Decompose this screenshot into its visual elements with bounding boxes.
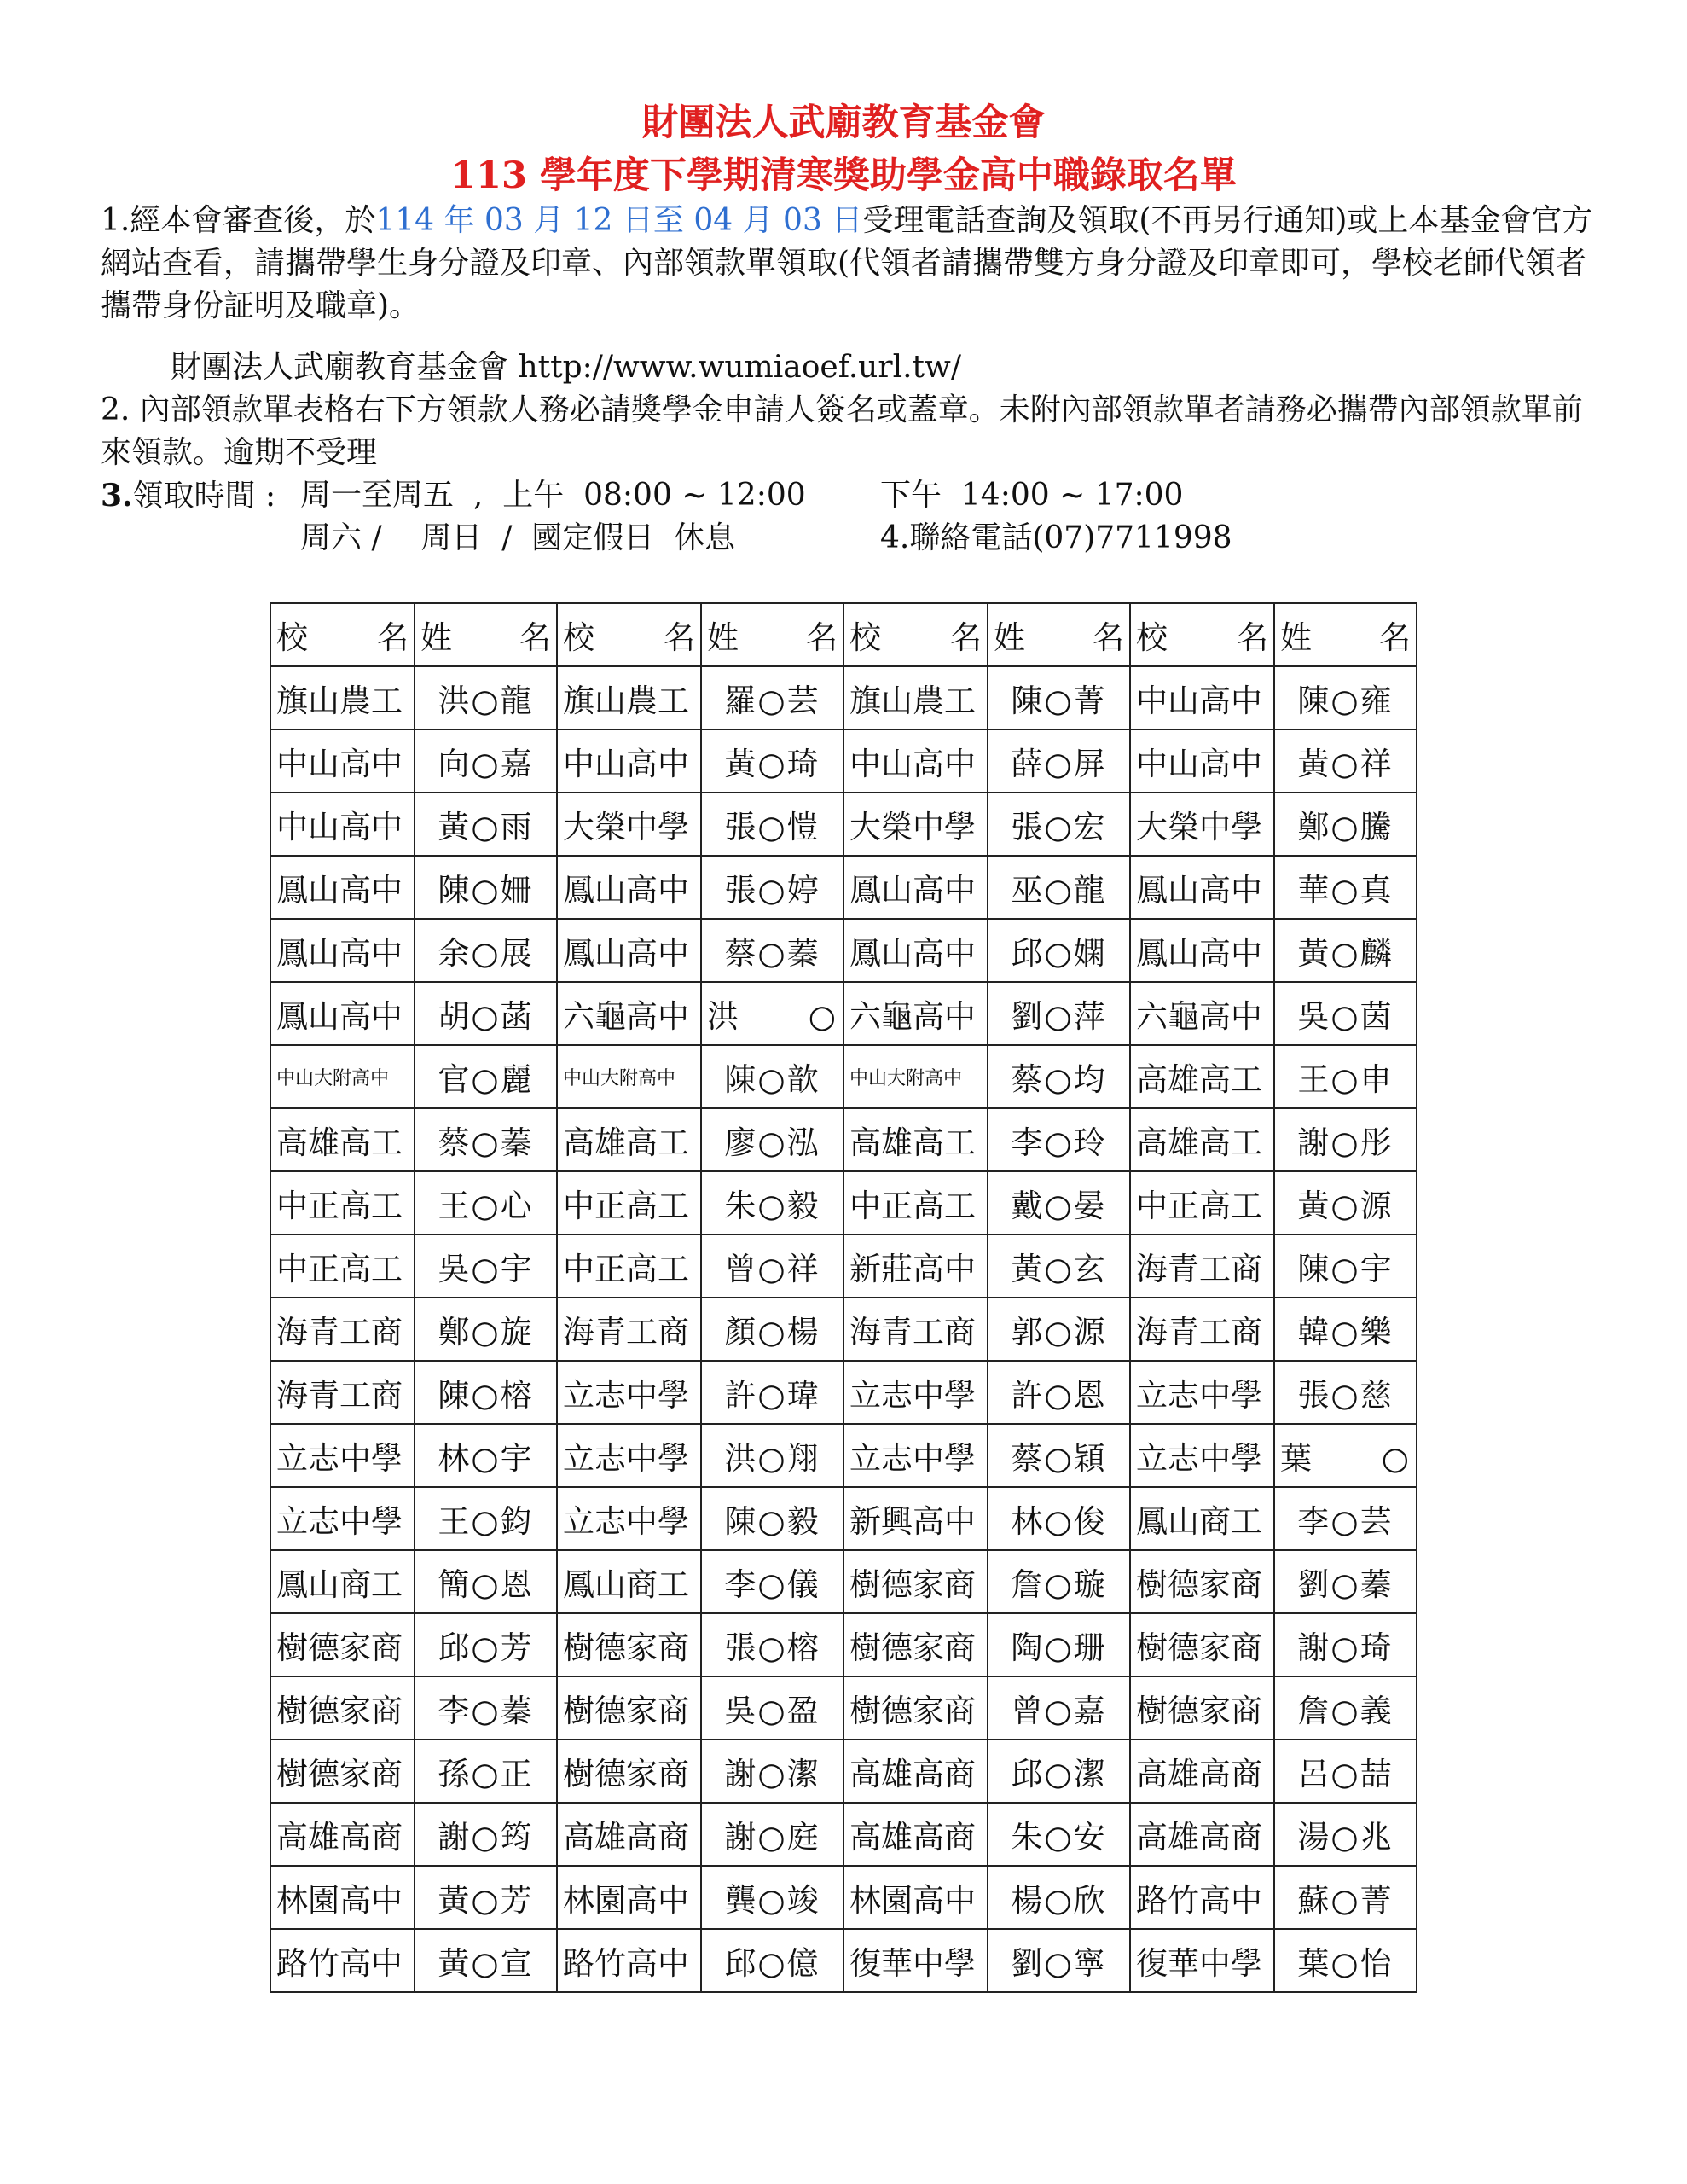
table-row [270,1866,1417,1929]
student-name-cell: 陳○毅 [701,1487,844,1550]
student-name-cell: 蘇○菁 [1274,1866,1417,1929]
student-name-cell: 謝○筠 [415,1803,557,1866]
school-cell: 海青工商 [844,1298,988,1361]
student-name-cell: 陳○雍 [1274,666,1417,729]
school-cell: 樹德家商 [844,1613,988,1676]
student-name-cell: 鄭○騰 [1274,793,1417,856]
student-name-cell: 陶○珊 [988,1613,1130,1676]
school-cell: 高雄高工 [844,1108,988,1171]
student-name-cell: 戴○晏 [988,1171,1130,1234]
school-cell: 立志中學 [557,1361,701,1424]
student-name-cell: 黃○祥 [1274,729,1417,793]
student-name-cell: 黃○麟 [1274,919,1417,982]
header-name: 姓 名 [988,603,1130,666]
claim-date-range: 114 年 03 月 12 日至 04 月 03 日 [375,203,863,238]
school-cell: 中山大附高中 [270,1045,415,1108]
school-cell: 樹德家商 [844,1550,988,1613]
afternoon-hours: 下午 14:00 ~ 17:00 [880,478,1184,513]
school-cell: 林園高中 [557,1866,701,1929]
school-cell: 立志中學 [557,1424,701,1487]
student-name-cell: 陳○菁 [988,666,1130,729]
notice-item-1-prefix: 1.經本會審查後，於 [101,203,376,238]
student-name-cell: 洪○翔 [701,1424,844,1487]
school-cell: 鳳山商工 [1130,1487,1274,1550]
student-name-cell: 曾○嘉 [988,1676,1130,1740]
school-cell: 立志中學 [557,1487,701,1550]
student-name-cell: 李○芸 [1274,1487,1417,1550]
school-cell: 鳳山高中 [270,856,415,919]
school-cell: 立志中學 [844,1361,988,1424]
school-cell: 鳳山高中 [844,856,988,919]
header-school: 校 名 [1130,603,1274,666]
school-cell: 鳳山高中 [557,856,701,919]
document-subtitle: 113 學年度下學期清寒獎助學金高中職錄取名單 [450,154,1237,197]
school-cell: 立志中學 [1130,1361,1274,1424]
student-name-cell: 胡○菡 [415,982,557,1045]
school-cell: 中山高中 [1130,729,1274,793]
student-name-cell: 林○宇 [415,1424,557,1487]
student-name-cell: 詹○義 [1274,1676,1417,1740]
school-cell: 路竹高中 [1130,1866,1274,1929]
student-name-cell: 許○瑋 [701,1361,844,1424]
student-name-cell: 邱○嫻 [988,919,1130,982]
school-cell: 高雄高商 [1130,1803,1274,1866]
school-cell: 六龜高中 [844,982,988,1045]
school-cell: 中正高工 [557,1234,701,1298]
school-cell: 高雄高工 [557,1108,701,1171]
school-cell: 中正高工 [1130,1171,1274,1234]
student-name-cell: 黃○宣 [415,1929,557,1992]
student-name-cell: 黃○雨 [415,793,557,856]
school-cell: 旗山農工 [844,666,988,729]
school-cell: 中山大附高中 [844,1045,988,1108]
website-line: 財團法人武廟教育基金會 http://www.wumiaoef.url.tw/ [171,350,961,385]
table-row [270,1108,1417,1171]
school-cell: 鳳山商工 [557,1550,701,1613]
school-cell: 高雄高工 [1130,1108,1274,1171]
student-name-cell: 謝○庭 [701,1803,844,1866]
school-cell: 復華中學 [1130,1929,1274,1992]
student-name-cell: 黃○源 [1274,1171,1417,1234]
student-name-cell: 呂○喆 [1274,1740,1417,1803]
header-school: 校 名 [844,603,988,666]
school-cell: 旗山農工 [270,666,415,729]
student-name-cell: 黃○琦 [701,729,844,793]
school-cell: 鳳山商工 [270,1550,415,1613]
school-cell: 鳳山高中 [1130,919,1274,982]
school-cell: 中山高中 [270,729,415,793]
student-name-cell: 鄭○旋 [415,1298,557,1361]
student-name-cell: 韓○樂 [1274,1298,1417,1361]
school-cell: 大榮中學 [844,793,988,856]
school-cell: 立志中學 [844,1424,988,1487]
claim-time-text: 領取時間 : [132,479,276,514]
student-name-cell: 黃○芳 [415,1866,557,1929]
table-row [270,982,1417,1045]
student-name-cell: 張○慈 [1274,1361,1417,1424]
student-name-cell: 廖○泓 [701,1108,844,1171]
weekday-hours: 周一至周五 , 上午 08:00 ~ 12:00 [300,478,806,513]
student-name-cell: 林○俊 [988,1487,1130,1550]
school-cell: 海青工商 [557,1298,701,1361]
table-row [270,666,1417,729]
school-cell: 林園高中 [270,1866,415,1929]
student-name-cell: 朱○安 [988,1803,1130,1866]
student-name-cell: 孫○正 [415,1740,557,1803]
student-name-cell: 李○蓁 [415,1676,557,1740]
student-name-cell: 官○麗 [415,1045,557,1108]
school-cell: 中山高中 [844,729,988,793]
school-cell: 樹德家商 [1130,1550,1274,1613]
school-cell: 高雄高商 [1130,1740,1274,1803]
school-cell: 鳳山高中 [270,982,415,1045]
student-name-cell: 邱○潔 [988,1740,1130,1803]
school-cell: 樹德家商 [557,1676,701,1740]
student-name-cell: 王○申 [1274,1045,1417,1108]
student-name-cell: 吳○茵 [1274,982,1417,1045]
school-cell: 樹德家商 [270,1613,415,1676]
student-name-cell: 張○榕 [701,1613,844,1676]
school-cell: 樹德家商 [1130,1613,1274,1676]
table-row [270,1171,1417,1234]
student-name-cell: 謝○彤 [1274,1108,1417,1171]
school-cell: 鳳山高中 [844,919,988,982]
student-name-cell: 葉○怡 [1274,1929,1417,1992]
school-cell: 樹德家商 [1130,1676,1274,1740]
contact-phone: 4.聯絡電話(07)7711998 [880,520,1232,555]
student-name-cell: 簡○恩 [415,1550,557,1613]
school-cell: 鳳山高中 [1130,856,1274,919]
school-cell: 復華中學 [844,1929,988,1992]
student-name-cell: 劉○萍 [988,982,1130,1045]
table-row [270,1550,1417,1613]
student-name-cell: 張○愷 [701,793,844,856]
student-name-cell: 張○婷 [701,856,844,919]
header-name: 姓 名 [1274,603,1417,666]
student-name-cell: 曾○祥 [701,1234,844,1298]
table-row [270,1424,1417,1487]
school-cell: 鳳山高中 [270,919,415,982]
student-name-cell: 邱○億 [701,1929,844,1992]
header-name: 姓 名 [701,603,844,666]
student-name-cell: 蔡○蓁 [415,1108,557,1171]
school-cell: 高雄高工 [1130,1045,1274,1108]
table-row [270,1298,1417,1361]
school-cell: 鳳山高中 [557,919,701,982]
foundation-title: 財團法人武廟教育基金會 [641,102,1046,144]
student-name-cell: 龔○竣 [701,1866,844,1929]
school-cell: 中正高工 [844,1171,988,1234]
student-name-cell: 王○心 [415,1171,557,1234]
student-name-cell: 劉○蓁 [1274,1550,1417,1613]
header-school: 校 名 [270,603,415,666]
school-cell: 林園高中 [844,1866,988,1929]
school-cell: 立志中學 [1130,1424,1274,1487]
school-cell: 樹德家商 [270,1740,415,1803]
school-cell: 新莊高中 [844,1234,988,1298]
student-name-cell: 洪 ○ [701,982,844,1045]
school-cell: 海青工商 [1130,1234,1274,1298]
school-cell: 中山高中 [557,729,701,793]
recipient-table [270,602,1417,1993]
student-name-cell: 吳○宇 [415,1234,557,1298]
table-row [270,1803,1417,1866]
claim-time-number: 3. [101,478,133,514]
school-cell: 六龜高中 [1130,982,1274,1045]
student-name-cell: 陳○宇 [1274,1234,1417,1298]
school-cell: 路竹高中 [270,1929,415,1992]
school-cell: 中山高中 [1130,666,1274,729]
school-cell: 樹德家商 [270,1676,415,1740]
school-cell: 中正高工 [270,1171,415,1234]
student-name-cell: 余○展 [415,919,557,982]
school-cell: 中山大附高中 [557,1045,701,1108]
student-name-cell: 王○鈞 [415,1487,557,1550]
student-name-cell: 李○儀 [701,1550,844,1613]
student-name-cell: 巫○龍 [988,856,1130,919]
school-cell: 旗山農工 [557,666,701,729]
school-cell: 中正高工 [557,1171,701,1234]
student-name-cell: 黃○玄 [988,1234,1130,1298]
header-school: 校 名 [557,603,701,666]
table-row [270,919,1417,982]
weekend-closed: 周六 / 周日 / 國定假日 休息 [300,520,736,555]
school-cell: 六龜高中 [557,982,701,1045]
table-row [270,1234,1417,1298]
school-cell: 高雄高商 [270,1803,415,1866]
student-name-cell: 許○恩 [988,1361,1130,1424]
school-cell: 高雄高商 [844,1803,988,1866]
student-name-cell: 華○真 [1274,856,1417,919]
school-cell: 新興高中 [844,1487,988,1550]
notice-item-1 [101,200,1602,328]
table-row [270,1487,1417,1550]
school-cell: 中山高中 [270,793,415,856]
student-name-cell: 郭○源 [988,1298,1130,1361]
student-name-cell: 葉 ○ [1274,1424,1417,1487]
school-cell: 立志中學 [270,1424,415,1487]
school-cell: 海青工商 [1130,1298,1274,1361]
table-header-row [270,603,1417,666]
table-row [270,1676,1417,1740]
school-cell: 樹德家商 [557,1740,701,1803]
table-row [270,1045,1417,1108]
school-cell: 樹德家商 [844,1676,988,1740]
table-body [270,666,1417,1992]
table-row [270,1361,1417,1424]
school-cell: 高雄高商 [557,1803,701,1866]
student-name-cell: 陳○歆 [701,1045,844,1108]
school-cell: 海青工商 [270,1361,415,1424]
student-name-cell: 蔡○蓁 [701,919,844,982]
student-name-cell: 張○宏 [988,793,1130,856]
school-cell: 海青工商 [270,1298,415,1361]
student-name-cell: 洪○龍 [415,666,557,729]
student-name-cell: 劉○寧 [988,1929,1130,1992]
student-name-cell: 湯○兆 [1274,1803,1417,1866]
school-cell: 高雄高工 [270,1108,415,1171]
student-name-cell: 謝○琦 [1274,1613,1417,1676]
student-name-cell: 羅○芸 [701,666,844,729]
school-cell: 樹德家商 [557,1613,701,1676]
student-name-cell: 顏○楊 [701,1298,844,1361]
student-name-cell: 蔡○均 [988,1045,1130,1108]
table-row [270,1929,1417,1992]
header-name: 姓 名 [415,603,557,666]
student-name-cell: 向○嘉 [415,729,557,793]
table-row [270,1613,1417,1676]
student-name-cell: 朱○毅 [701,1171,844,1234]
table-row [270,793,1417,856]
table-row [270,729,1417,793]
table-row [270,856,1417,919]
student-name-cell: 詹○璇 [988,1550,1130,1613]
school-cell: 立志中學 [270,1487,415,1550]
student-name-cell: 李○玲 [988,1108,1130,1171]
school-cell: 大榮中學 [1130,793,1274,856]
school-cell: 高雄高商 [844,1740,988,1803]
student-name-cell: 吳○盈 [701,1676,844,1740]
school-cell: 路竹高中 [557,1929,701,1992]
student-name-cell: 薛○屏 [988,729,1130,793]
student-name-cell: 蔡○穎 [988,1424,1130,1487]
student-name-cell: 楊○欣 [988,1866,1130,1929]
student-name-cell: 陳○榕 [415,1361,557,1424]
school-cell: 大榮中學 [557,793,701,856]
table-row [270,1740,1417,1803]
student-name-cell: 邱○芳 [415,1613,557,1676]
claim-time-label [101,474,275,518]
notice-item-2: 2. 內部領款單表格右下方領款人務必請獎學金申請人簽名或蓋章。未附內部領款單者請務必攜帶內部領款單前來領款。逾期不受理 [101,392,1583,470]
notice-item-1-text: 受理電話查詢及領取(不再另行通知)或上本基金會官方網站查看，請攜帶學生身分證及印章、內部領款單領取(代領者請攜帶雙方身分證及印章即可，學校老師代領者攜帶身份証明及職章)。 [101,203,1593,323]
school-cell: 中正高工 [270,1234,415,1298]
student-name-cell: 謝○潔 [701,1740,844,1803]
student-name-cell: 陳○姍 [415,856,557,919]
